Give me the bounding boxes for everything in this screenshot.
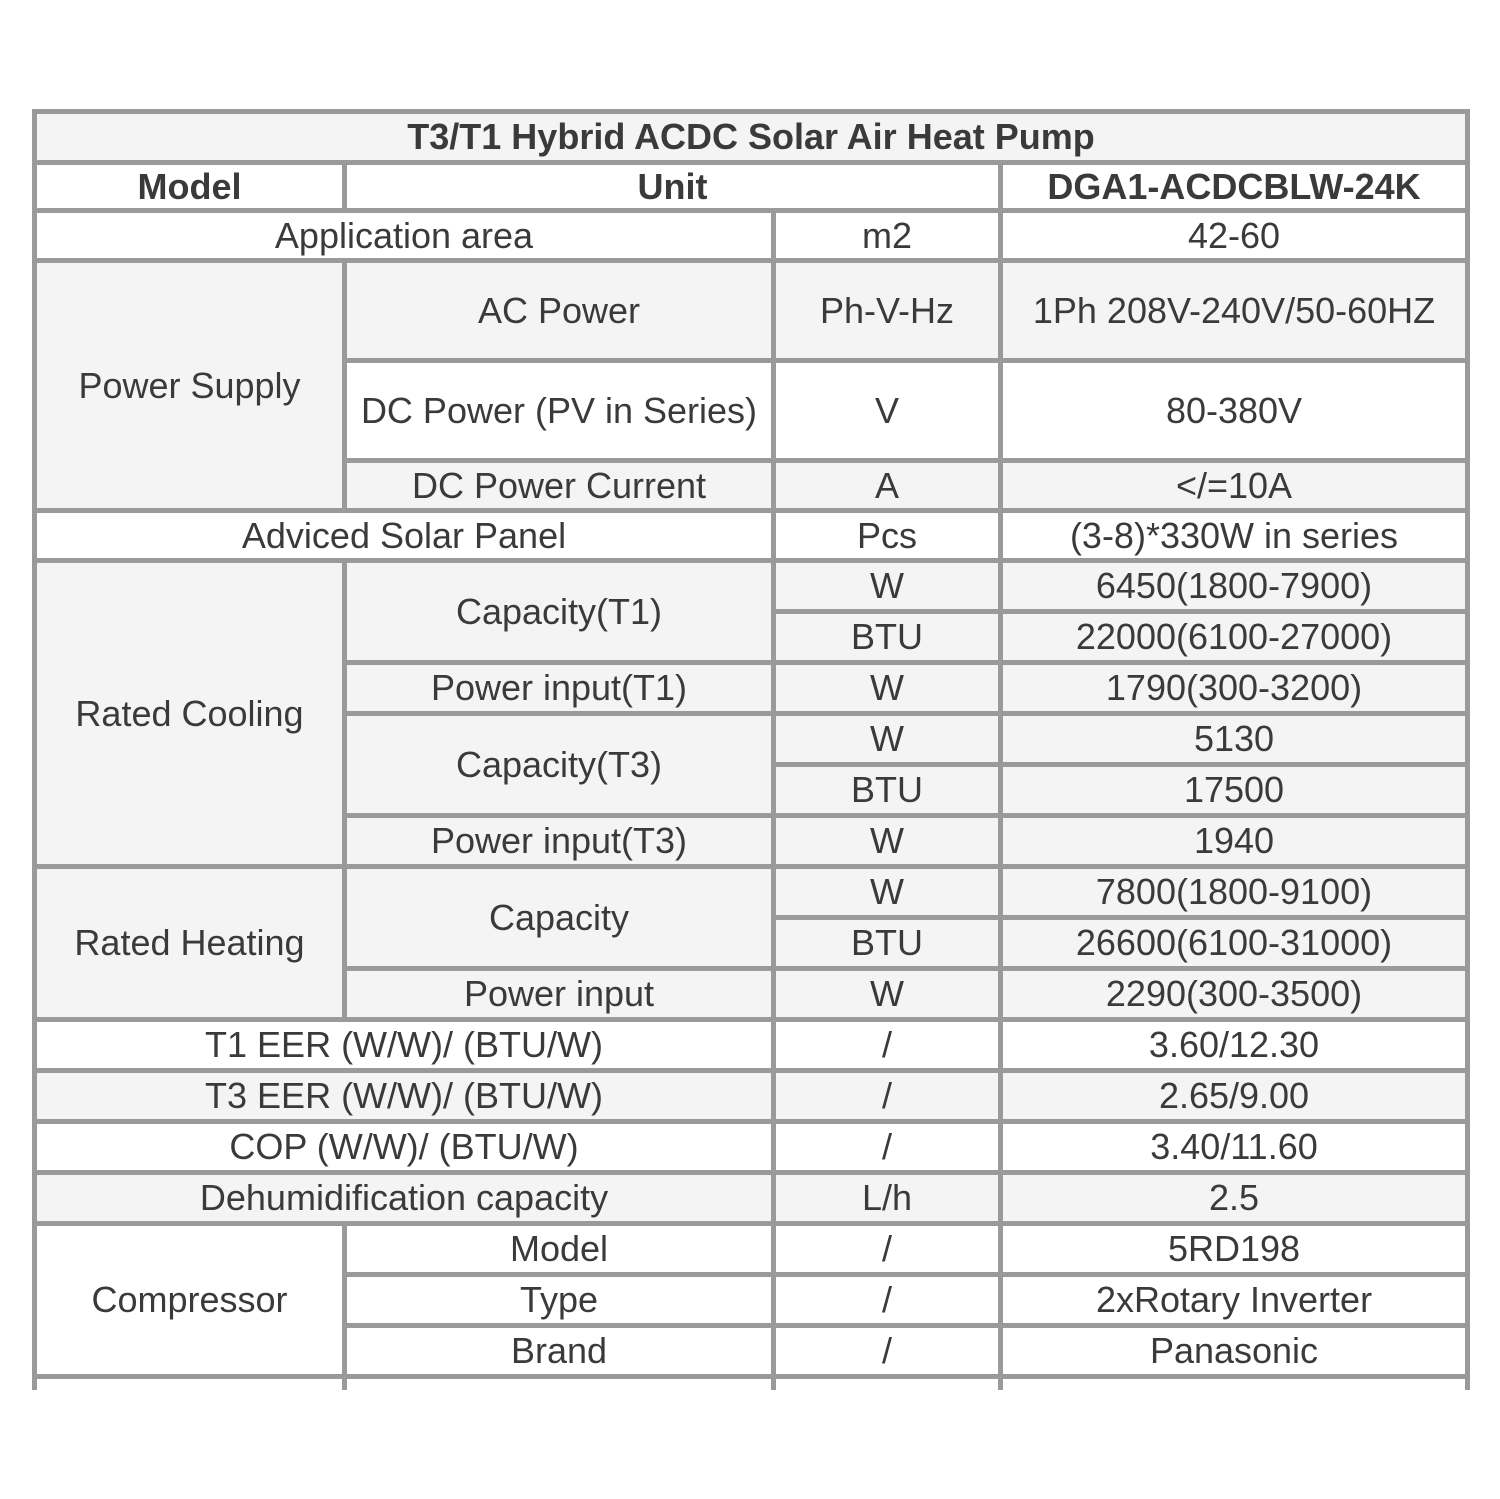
table-title: T3/T1 Hybrid ACDC Solar Air Heat Pump <box>37 114 1465 160</box>
cooling-power-t1-value: 1790(300-3200) <box>1003 665 1465 711</box>
cooling-capacity-t3-label: Capacity(T3) <box>347 716 771 813</box>
application-area-label: Application area <box>37 213 771 258</box>
heating-capacity-value-w: 7800(1800-9100) <box>1003 869 1465 915</box>
compressor-brand-unit: / <box>776 1328 998 1374</box>
cop-value: 3.40/11.60 <box>1003 1124 1465 1170</box>
model-value: DGA1-ACDCBLW-24K <box>1003 165 1465 208</box>
t1-eer-unit: / <box>776 1022 998 1068</box>
dc-power-label: DC Power (PV in Series) <box>347 363 771 458</box>
cooling-power-t3-value: 1940 <box>1003 818 1465 864</box>
page-bottom-margin <box>0 1390 1500 1499</box>
heating-power-unit: W <box>776 971 998 1017</box>
t1-eer-label: T1 EER (W/W)/ (BTU/W) <box>37 1022 771 1068</box>
dc-current-unit: A <box>776 463 998 508</box>
table-row-cut-off <box>37 1379 1465 1390</box>
compressor-model-unit: / <box>776 1226 998 1272</box>
cut-off-cell <box>776 1379 998 1390</box>
cut-off-cell <box>1003 1379 1465 1390</box>
power-supply-group: Power Supply <box>37 263 342 508</box>
application-area-unit: m2 <box>776 213 998 258</box>
table-row <box>37 1073 1465 1119</box>
table-row <box>37 1226 1465 1272</box>
table-row <box>37 1124 1465 1170</box>
heating-capacity-value-btu: 26600(6100-31000) <box>1003 920 1465 966</box>
solar-panel-value: (3-8)*330W in series <box>1003 513 1465 558</box>
cooling-capacity-t1-value-btu: 22000(6100-27000) <box>1003 614 1465 660</box>
cooling-power-t3-label: Power input(T3) <box>347 818 771 864</box>
compressor-brand-value: Panasonic <box>1003 1328 1465 1374</box>
title-row <box>37 114 1465 160</box>
cooling-capacity-t1-unit-btu: BTU <box>776 614 998 660</box>
table-row <box>37 213 1465 258</box>
compressor-model-value: 5RD198 <box>1003 1226 1465 1272</box>
spec-sheet <box>32 109 1470 1390</box>
t3-eer-label: T3 EER (W/W)/ (BTU/W) <box>37 1073 771 1119</box>
ac-power-unit: Ph-V-Hz <box>776 263 998 358</box>
cooling-capacity-t3-unit-btu: BTU <box>776 767 998 813</box>
heating-capacity-unit-w: W <box>776 869 998 915</box>
cooling-capacity-t3-unit-w: W <box>776 716 998 762</box>
compressor-brand-label: Brand <box>347 1328 771 1374</box>
compressor-type-label: Type <box>347 1277 771 1323</box>
dc-power-unit: V <box>776 363 998 458</box>
compressor-model-label: Model <box>347 1226 771 1272</box>
dc-current-value: </=10A <box>1003 463 1465 508</box>
compressor-type-unit: / <box>776 1277 998 1323</box>
t1-eer-value: 3.60/12.30 <box>1003 1022 1465 1068</box>
dc-power-value: 80-380V <box>1003 363 1465 458</box>
cooling-capacity-t1-unit-w: W <box>776 563 998 609</box>
ac-power-label: AC Power <box>347 263 771 358</box>
application-area-value: 42-60 <box>1003 213 1465 258</box>
cut-off-cell <box>347 1379 771 1390</box>
t3-eer-unit: / <box>776 1073 998 1119</box>
cop-unit: / <box>776 1124 998 1170</box>
cooling-capacity-t1-value-w: 6450(1800-7900) <box>1003 563 1465 609</box>
t3-eer-value: 2.65/9.00 <box>1003 1073 1465 1119</box>
cop-label: COP (W/W)/ (BTU/W) <box>37 1124 771 1170</box>
heating-capacity-label: Capacity <box>347 869 771 966</box>
ac-power-value: 1Ph 208V-240V/50-60HZ <box>1003 263 1465 358</box>
spec-table <box>32 109 1470 1390</box>
solar-panel-label: Adviced Solar Panel <box>37 513 771 558</box>
table-row <box>37 1022 1465 1068</box>
rated-cooling-group: Rated Cooling <box>37 563 342 864</box>
cooling-power-t3-unit: W <box>776 818 998 864</box>
model-header: Model <box>37 165 342 208</box>
header-row <box>37 165 1465 208</box>
table-row <box>37 263 1465 358</box>
cooling-capacity-t1-label: Capacity(T1) <box>347 563 771 660</box>
unit-header: Unit <box>347 165 998 208</box>
solar-panel-unit: Pcs <box>776 513 998 558</box>
cooling-power-t1-unit: W <box>776 665 998 711</box>
dc-current-label: DC Power Current <box>347 463 771 508</box>
heating-capacity-unit-btu: BTU <box>776 920 998 966</box>
heating-power-label: Power input <box>347 971 771 1017</box>
dehumidification-value: 2.5 <box>1003 1175 1465 1221</box>
table-row <box>37 563 1465 609</box>
table-row <box>37 513 1465 558</box>
cooling-capacity-t3-value-btu: 17500 <box>1003 767 1465 813</box>
table-row <box>37 1175 1465 1221</box>
cooling-capacity-t3-value-w: 5130 <box>1003 716 1465 762</box>
compressor-type-value: 2xRotary Inverter <box>1003 1277 1465 1323</box>
dehumidification-unit: L/h <box>776 1175 998 1221</box>
table-row <box>37 869 1465 915</box>
rated-heating-group: Rated Heating <box>37 869 342 1017</box>
cut-off-cell <box>37 1379 342 1390</box>
heating-power-value: 2290(300-3500) <box>1003 971 1465 1017</box>
cooling-power-t1-label: Power input(T1) <box>347 665 771 711</box>
dehumidification-label: Dehumidification capacity <box>37 1175 771 1221</box>
compressor-group: Compressor <box>37 1226 342 1374</box>
